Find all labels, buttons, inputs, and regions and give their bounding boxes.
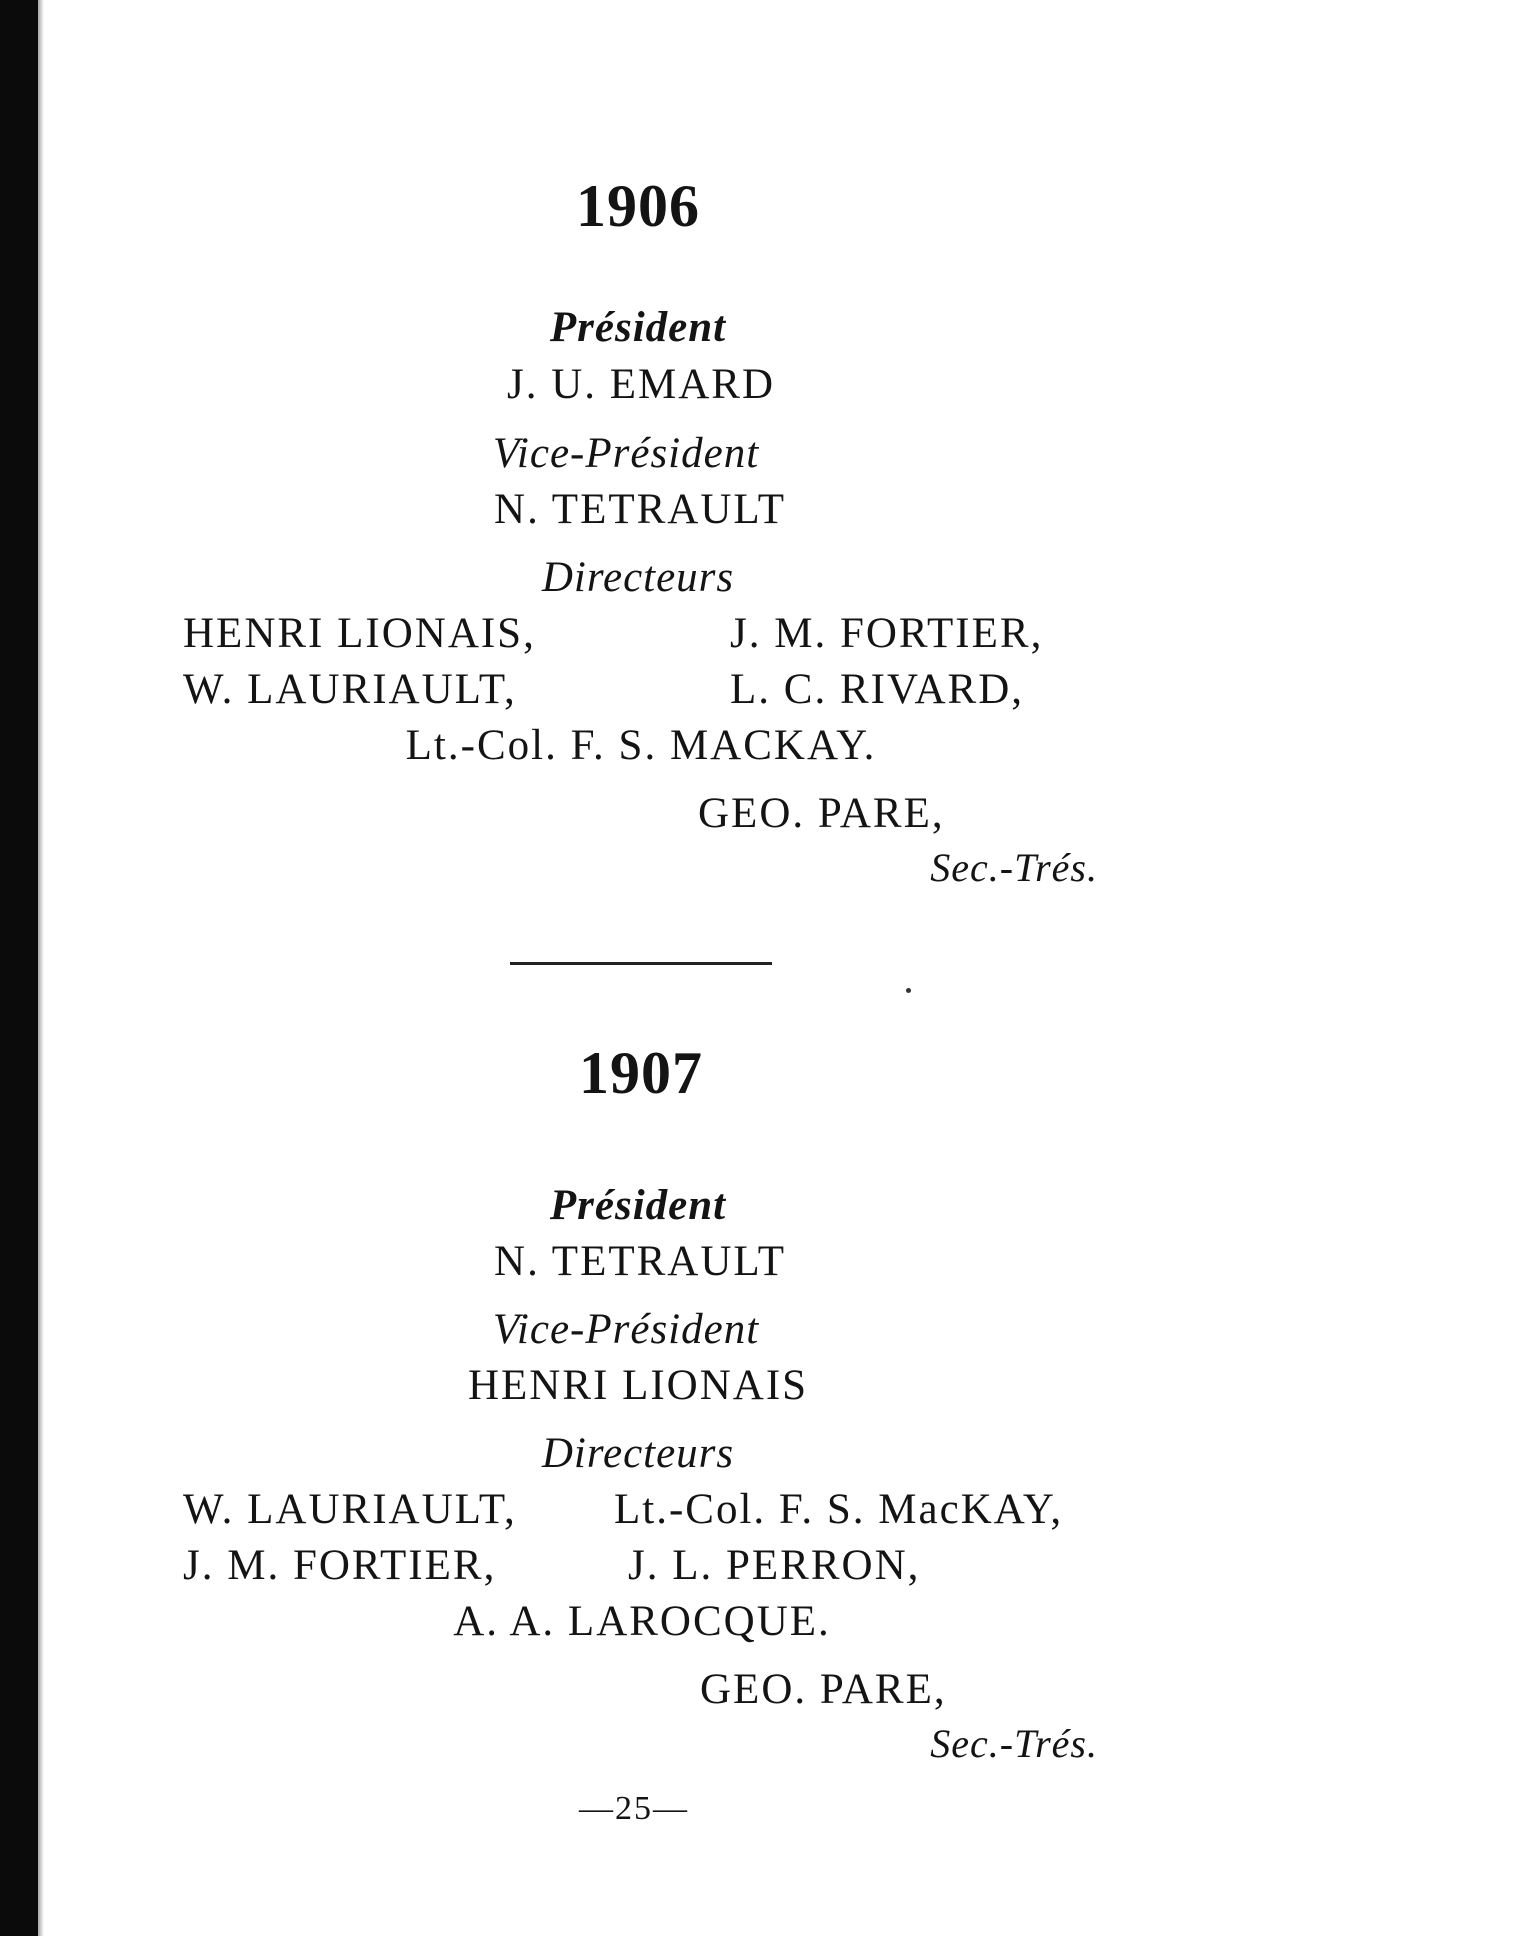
director-1906-2: J. M. FORTIER, (730, 610, 1044, 657)
year-heading-1906: 1906 (576, 173, 700, 239)
vice-president-name-1906: N. TETRAULT (494, 486, 786, 533)
vice-president-label-1906: Vice-Président (492, 430, 760, 477)
president-name-1906: J. U. EMARD (506, 361, 776, 408)
director-1907-4: J. L. PERRON, (628, 1542, 921, 1589)
section-divider (510, 962, 772, 965)
secretary-name-1906: GEO. PARE, (698, 790, 945, 837)
directors-label-1906: Directeurs (541, 554, 735, 601)
president-label-1906: Président (549, 304, 727, 351)
director-1906-3: W. LAURIAULT, (183, 666, 517, 713)
secretary-title-1906: Sec.-Trés. (930, 845, 1098, 890)
directors-label-1907: Directeurs (541, 1430, 735, 1477)
vice-president-name-1907: HENRI LIONAIS (467, 1362, 809, 1409)
director-1907-5: A. A. LAROCQUE. (453, 1598, 831, 1645)
director-1907-2: Lt.-Col. F. S. MacKAY, (614, 1486, 1064, 1533)
president-label-1907: Président (549, 1182, 727, 1229)
director-1907-1: W. LAURIAULT, (183, 1486, 517, 1533)
secretary-title-1907: Sec.-Trés. (930, 1721, 1098, 1766)
director-1906-1: HENRI LIONAIS, (183, 610, 536, 657)
page-number: —25— (579, 1790, 689, 1827)
director-1906-4: L. C. RIVARD, (730, 666, 1024, 713)
director-1906-5: Lt.-Col. F. S. MACKAY. (405, 722, 877, 769)
year-heading-1907: 1907 (579, 1040, 703, 1106)
vice-president-label-1907: Vice-Président (492, 1306, 760, 1353)
director-1907-3: J. M. FORTIER, (183, 1542, 497, 1589)
speck (906, 988, 911, 993)
secretary-name-1907: GEO. PARE, (700, 1666, 947, 1713)
book-spine-shadow (0, 0, 38, 1936)
president-name-1907: N. TETRAULT (494, 1238, 786, 1285)
